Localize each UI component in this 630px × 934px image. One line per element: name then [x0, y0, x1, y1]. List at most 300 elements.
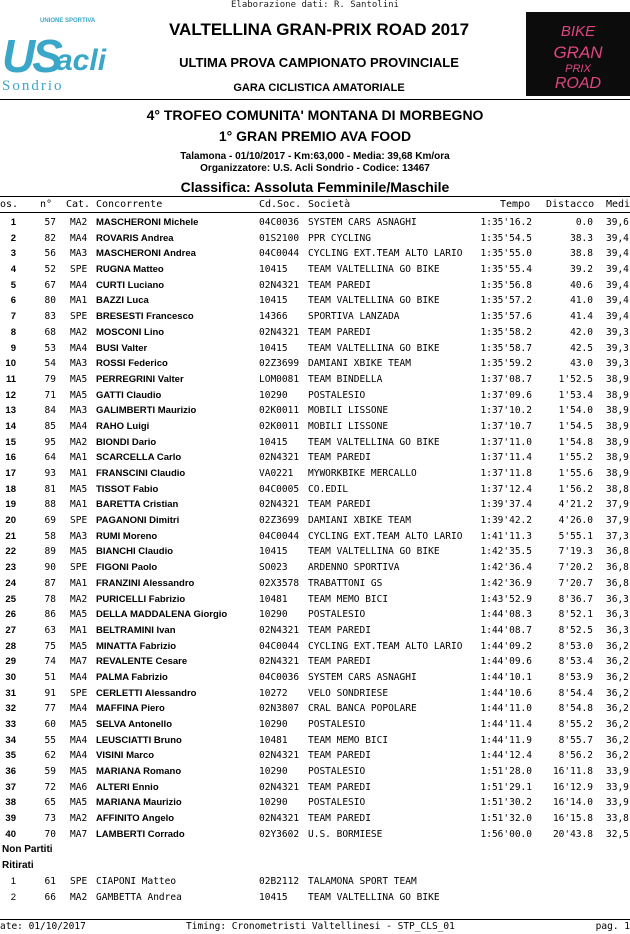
- cell-num: 81: [44, 483, 56, 495]
- cell-avg: 36,8: [606, 546, 629, 558]
- cell-cod: 10415: [259, 891, 288, 903]
- cell-pos: 5: [10, 279, 16, 291]
- cell-name: SELVA Antonello: [96, 719, 172, 730]
- cell-cat: SPE: [70, 875, 88, 887]
- table-row: [0, 670, 630, 686]
- table-row: [0, 701, 630, 717]
- elaborazione-note: Elaborazione dati: R. Santolini: [231, 0, 399, 10]
- col-num: n°: [40, 199, 53, 210]
- cell-cod: 10415: [259, 295, 288, 307]
- cell-pos: 26: [5, 609, 16, 621]
- event-info: Talamona - 01/10/2017 - Km:63,000 - Media: 39,68 Km/ora: [180, 151, 450, 162]
- cell-dist: 38.8: [570, 248, 593, 260]
- table-header: [0, 197, 630, 212]
- cell-cat: MA3: [70, 530, 88, 542]
- cell-avg: 39,4: [606, 295, 629, 307]
- cell-name: GAMBETTA Andrea: [96, 891, 182, 903]
- cell-time: 1:44'12.4: [480, 750, 532, 762]
- cell-time: 1:37'10.2: [480, 405, 532, 417]
- cell-time: 1:35'57.2: [480, 295, 532, 307]
- table-row: [0, 293, 630, 309]
- cell-soc: POSTALESIO: [308, 797, 366, 809]
- cell-pos: 3: [10, 248, 16, 260]
- cell-cod: 04C0044: [259, 530, 300, 542]
- cell-time: 1:35'58.7: [480, 342, 532, 354]
- cell-avg: 37,9: [606, 515, 629, 527]
- cell-cod: SO023: [259, 562, 288, 574]
- cell-soc: VELO SONDRIESE: [308, 687, 389, 699]
- footer-date: ate: 01/10/2017: [0, 921, 86, 932]
- cell-cod: 14366: [259, 311, 288, 323]
- cell-dist: 8'36.7: [558, 593, 593, 605]
- cell-cod: 10415: [259, 546, 288, 558]
- organizer-info: Organizzatore: U.S. Acli Sondrio - Codice: 13467: [200, 163, 430, 174]
- cell-cod: 02K0011: [259, 405, 300, 417]
- cell-num: 74: [44, 656, 56, 668]
- cell-num: 72: [44, 781, 56, 793]
- cell-time: 1:37'11.8: [480, 468, 532, 479]
- cell-pos: 13: [5, 405, 16, 417]
- table-row: [0, 623, 630, 639]
- cell-cat: SPE: [70, 311, 88, 323]
- cell-name: GATTI Claudio: [96, 389, 162, 401]
- cell-time: 1:44'08.3: [480, 609, 532, 621]
- cell-num: 78: [44, 593, 56, 605]
- cell-soc: TEAM BINDELLA: [308, 373, 383, 385]
- cell-soc: TEAM MEMO BICI: [308, 734, 389, 746]
- cell-dist: 8'53.0: [558, 640, 593, 652]
- cell-avg: 38,8: [606, 483, 629, 495]
- footer: [0, 921, 630, 934]
- cell-num: 51: [44, 671, 56, 683]
- cell-pos: 7: [10, 311, 16, 323]
- cell-cod: 02N4321: [259, 813, 300, 825]
- cell-cod: 02Y3602: [259, 828, 300, 840]
- cell-cod: 04C0005: [259, 483, 300, 495]
- cell-dist: 7'19.3: [558, 546, 593, 558]
- cell-num: 52: [44, 264, 56, 276]
- cell-pos: 18: [5, 483, 16, 495]
- cell-dist: 38.3: [570, 232, 593, 244]
- cell-num: 71: [44, 389, 56, 401]
- cell-dist: 16'15.8: [552, 813, 593, 825]
- cell-name: RAHO Luigi: [96, 420, 150, 432]
- cell-time: 1:35'57.6: [480, 311, 532, 323]
- svg-text:acli: acli: [56, 44, 107, 77]
- cell-name: CERLETTI Alessandro: [96, 687, 197, 699]
- cell-cod: 02N4321: [259, 656, 300, 668]
- cell-dist: 8'53.4: [558, 656, 593, 668]
- cell-soc: TRABATTONI GS: [308, 577, 383, 589]
- cell-name: MARIANA Maurizio: [96, 797, 182, 809]
- cell-name: TISSOT Fabio: [96, 483, 159, 495]
- cell-soc: SPORTIVA LANZADA: [308, 311, 400, 323]
- cell-num: 68: [44, 326, 56, 338]
- cell-dist: 8'55.2: [558, 719, 593, 730]
- cell-num: 80: [44, 295, 56, 307]
- cell-name: ALTERI Ennio: [96, 781, 159, 793]
- cell-num: 57: [44, 217, 56, 228]
- cell-num: 95: [44, 436, 56, 448]
- cell-name: VISINI Marco: [96, 750, 155, 762]
- cell-cod: VA0221: [259, 468, 294, 479]
- cell-pos: 15: [5, 436, 16, 448]
- cell-num: 84: [44, 405, 56, 417]
- cell-name: MASCHERONI Michele: [96, 217, 199, 228]
- cell-cod: 02N4321: [259, 452, 300, 464]
- cell-time: 1:37'11.4: [480, 452, 532, 464]
- cell-num: 64: [44, 452, 56, 464]
- cell-time: 1:35'59.2: [480, 358, 532, 370]
- cell-cat: MA5: [70, 483, 88, 495]
- cell-cod: 10290: [259, 766, 288, 778]
- cell-num: 77: [44, 703, 56, 715]
- cell-avg: 36,2: [606, 719, 629, 730]
- cell-name: MOSCONI Lino: [96, 326, 165, 338]
- cell-pos: 1: [10, 875, 16, 887]
- table-row: [0, 780, 630, 796]
- cell-soc: CYCLING EXT.TEAM ALTO LARIO: [308, 530, 463, 542]
- trophy-title: 4° TROFEO COMUNITA' MONTANA DI MORBEGNO: [146, 107, 484, 123]
- col-cat: Cat.: [66, 199, 91, 210]
- ritirati-label: Ritirati: [2, 860, 34, 872]
- cell-avg: 38,9: [606, 452, 629, 464]
- table-row: [0, 435, 630, 451]
- bike-gran-prix-road-logo: [526, 12, 630, 96]
- cell-dist: 40.6: [570, 279, 593, 291]
- cell-soc: TALAMONA SPORT TEAM: [308, 875, 417, 887]
- cell-avg: 38,9: [606, 373, 629, 385]
- cell-cat: SPE: [70, 264, 88, 276]
- cell-name: BARETTA Cristian: [96, 499, 179, 511]
- cell-pos: 29: [5, 656, 16, 668]
- cell-cat: SPE: [70, 562, 88, 574]
- cell-soc: TEAM VALTELLINA GO BIKE: [308, 546, 440, 558]
- cell-cod: 04C0044: [259, 640, 300, 652]
- cell-num: 86: [44, 609, 56, 621]
- cell-time: 1:41'11.3: [480, 530, 532, 542]
- cell-pos: 33: [5, 719, 16, 730]
- cell-cat: MA4: [70, 232, 88, 244]
- cell-name: MAFFINA Piero: [96, 703, 165, 715]
- cell-time: 1:35'55.0: [480, 248, 532, 260]
- cell-avg: 37,9: [606, 499, 629, 511]
- race-type: GARA CICLISTICA AMATORIALE: [233, 82, 405, 94]
- cell-soc: CRAL BANCA POPOLARE: [308, 703, 417, 715]
- cell-time: 1:44'10.6: [480, 687, 532, 699]
- table-row: [0, 388, 630, 404]
- cell-time: 1:51'32.0: [480, 813, 532, 825]
- cell-name: PURICELLI Fabrizio: [96, 593, 186, 605]
- cell-pos: 40: [5, 828, 16, 840]
- cell-name: DELLA MADDALENA Giorgio: [96, 609, 228, 621]
- cell-name: MINATTA Fabrizio: [96, 640, 177, 652]
- cell-cod: 02K0011: [259, 420, 300, 432]
- cell-dist: 8'54.8: [558, 703, 593, 715]
- cell-dist: 1'55.2: [558, 452, 593, 464]
- cell-num: 89: [44, 546, 56, 558]
- cell-pos: 6: [10, 295, 16, 307]
- cell-time: 1:56'00.0: [480, 828, 532, 840]
- cell-name: ROVARIS Andrea: [96, 232, 174, 244]
- cell-time: 1:51'28.0: [480, 766, 532, 778]
- cell-pos: 27: [5, 624, 16, 636]
- cell-soc: SYSTEM CARS ASNAGHI: [308, 217, 417, 228]
- table-row: [0, 309, 630, 325]
- cell-num: 63: [44, 624, 56, 636]
- cell-cat: MA6: [70, 781, 88, 793]
- cell-pos: 34: [5, 734, 16, 746]
- cell-avg: 36,2: [606, 640, 629, 652]
- cell-num: 56: [44, 248, 56, 260]
- cell-time: 1:44'09.2: [480, 640, 532, 652]
- cell-soc: POSTALESIO: [308, 609, 366, 621]
- cell-dist: 42.5: [570, 342, 593, 354]
- cell-time: 1:37'08.7: [480, 373, 532, 385]
- svg-text:US: US: [2, 30, 60, 82]
- cell-cat: MA4: [70, 279, 88, 291]
- cell-cod: 02N4321: [259, 624, 300, 636]
- table-row: [0, 403, 630, 419]
- table-row: [0, 592, 630, 608]
- cell-soc: TEAM PAREDI: [308, 326, 371, 338]
- cell-num: 82: [44, 232, 56, 244]
- table-row: [0, 325, 630, 341]
- cell-avg: 36,2: [606, 750, 629, 762]
- table-row: [0, 654, 630, 670]
- cell-cod: 10481: [259, 593, 288, 605]
- cell-avg: 38,9: [606, 389, 629, 401]
- cell-cat: MA5: [70, 640, 88, 652]
- cell-time: 1:35'54.5: [480, 232, 532, 244]
- cell-name: MASCHERONI Andrea: [96, 248, 196, 260]
- cell-time: 1:51'30.2: [480, 797, 532, 809]
- cell-dist: 1'54.8: [558, 436, 593, 448]
- cell-num: 58: [44, 530, 56, 542]
- table-header-divider: [0, 212, 630, 213]
- cell-soc: TEAM VALTELLINA GO BIKE: [308, 264, 440, 276]
- footer-page: pag. 1: [595, 921, 630, 932]
- cell-time: 1:44'08.7: [480, 624, 532, 636]
- cell-cat: MA4: [70, 750, 88, 762]
- cell-cod: 02N3807: [259, 703, 300, 715]
- cell-time: 1:37'12.4: [480, 483, 532, 495]
- cell-name: BUSI Valter: [96, 342, 148, 354]
- cell-avg: 39,4: [606, 264, 629, 276]
- cell-time: 1:35'56.8: [480, 279, 532, 291]
- cell-soc: POSTALESIO: [308, 389, 366, 401]
- svg-text:Sondrio: Sondrio: [2, 78, 64, 94]
- cell-soc: MOBILI LISSONE: [308, 420, 389, 432]
- cell-soc: TEAM VALTELLINA GO BIKE: [308, 891, 440, 903]
- cell-cat: MA5: [70, 389, 88, 401]
- cell-pos: 32: [5, 703, 16, 715]
- table-row: [0, 576, 630, 592]
- cell-cod: 04C0044: [259, 248, 300, 260]
- cell-num: 59: [44, 766, 56, 778]
- cell-cod: LOM0081: [259, 373, 300, 385]
- cell-dist: 8'54.4: [558, 687, 593, 699]
- cell-cod: 10481: [259, 734, 288, 746]
- svg-text:GRAN: GRAN: [553, 43, 603, 62]
- cell-soc: TEAM PAREDI: [308, 750, 371, 762]
- cell-avg: 39,6: [606, 217, 629, 228]
- header-divider: [0, 99, 630, 100]
- cell-cat: SPE: [70, 687, 88, 699]
- cell-time: 1:42'36.9: [480, 577, 532, 589]
- cell-name: FRANSCINI Claudio: [96, 468, 186, 479]
- cell-dist: 16'11.8: [552, 766, 593, 778]
- us-acli-logo: [0, 12, 112, 94]
- cell-num: 70: [44, 828, 56, 840]
- cell-name: BRESESTI Francesco: [96, 311, 194, 323]
- cell-num: 93: [44, 468, 56, 479]
- cell-dist: 43.0: [570, 358, 593, 370]
- cell-name: FIGONI Paolo: [96, 562, 158, 574]
- cell-name: BELTRAMINI Ivan: [96, 624, 176, 636]
- cell-avg: 33,8: [606, 813, 629, 825]
- cell-name: GALIMBERTI Maurizio: [96, 405, 197, 417]
- cell-num: 60: [44, 719, 56, 730]
- cell-cod: 10290: [259, 719, 288, 730]
- cell-soc: CYCLING EXT.TEAM ALTO LARIO: [308, 248, 463, 260]
- cell-avg: 39,4: [606, 311, 629, 323]
- cell-pos: 31: [5, 687, 16, 699]
- cell-dist: 1'53.4: [558, 389, 593, 401]
- cell-dist: 20'43.8: [552, 828, 593, 840]
- cell-cat: MA5: [70, 719, 88, 730]
- cell-pos: 14: [5, 420, 16, 432]
- cell-pos: 22: [5, 546, 16, 558]
- cell-dist: 7'20.2: [558, 562, 593, 574]
- col-time: Tempo: [500, 199, 531, 210]
- table-row: [0, 482, 630, 498]
- cell-num: 61: [44, 875, 56, 887]
- table-row: [0, 748, 630, 764]
- cell-pos: 9: [10, 342, 16, 354]
- cell-pos: 19: [5, 499, 16, 511]
- table-row: [0, 827, 630, 843]
- cell-num: 54: [44, 358, 56, 370]
- cell-avg: 33,9: [606, 797, 629, 809]
- cell-cod: 02N4321: [259, 781, 300, 793]
- cell-num: 69: [44, 515, 56, 527]
- cell-cod: 02N4321: [259, 499, 300, 511]
- cell-avg: 36,3: [606, 609, 629, 621]
- cell-avg: 39,4: [606, 248, 629, 260]
- table-row: [0, 513, 630, 529]
- cell-num: 87: [44, 577, 56, 589]
- cell-avg: 39,3: [606, 342, 629, 354]
- svg-text:BIKE: BIKE: [560, 23, 596, 40]
- cell-dist: 1'54.0: [558, 405, 593, 417]
- cell-num: 66: [44, 891, 56, 903]
- cell-avg: 33,9: [606, 781, 629, 793]
- cell-name: CURTI Luciano: [96, 279, 165, 291]
- table-row: [0, 372, 630, 388]
- cell-cod: 10290: [259, 797, 288, 809]
- table-row: [0, 278, 630, 294]
- cell-pos: 21: [5, 530, 16, 542]
- cell-name: BIONDI Dario: [96, 436, 157, 448]
- cell-soc: CYCLING EXT.TEAM ALTO LARIO: [308, 640, 463, 652]
- cell-cod: 02Z3699: [259, 358, 300, 370]
- cell-soc: DAMIANI XBIKE TEAM: [308, 358, 411, 370]
- cell-time: 1:44'11.0: [480, 703, 532, 715]
- cell-soc: TEAM VALTELLINA GO BIKE: [308, 436, 440, 448]
- cell-pos: 28: [5, 640, 16, 652]
- table-row: [0, 764, 630, 780]
- cell-name: LEUSCIATTI Bruno: [96, 734, 182, 746]
- cell-cat: MA7: [70, 828, 88, 840]
- table-row: [0, 246, 630, 262]
- col-cod: Cd.Soc.: [259, 199, 302, 210]
- cell-time: 1:44'11.4: [480, 719, 532, 730]
- cell-pos: 30: [5, 671, 16, 683]
- results-table: [0, 215, 630, 905]
- cell-dist: 7'20.7: [558, 577, 593, 589]
- cell-dist: 8'52.1: [558, 609, 593, 621]
- cell-dist: 1'56.2: [558, 483, 593, 495]
- footer-divider: [0, 919, 630, 920]
- cell-cat: MA7: [70, 656, 88, 668]
- cell-avg: 36,2: [606, 687, 629, 699]
- col-pos: os.: [0, 199, 19, 210]
- cell-cat: MA2: [70, 813, 88, 825]
- cell-avg: 38,9: [606, 436, 629, 448]
- cell-pos: 25: [5, 593, 16, 605]
- cell-avg: 38,9: [606, 405, 629, 417]
- cell-cat: MA2: [70, 326, 88, 338]
- cell-cod: 02N4321: [259, 750, 300, 762]
- cell-time: 1:42'36.4: [480, 562, 532, 574]
- table-row: [0, 733, 630, 749]
- cell-cat: MA2: [70, 593, 88, 605]
- cell-cat: MA2: [70, 436, 88, 448]
- cell-dist: 8'53.9: [558, 671, 593, 683]
- cell-pos: 2: [10, 891, 16, 903]
- table-row: [0, 341, 630, 357]
- footer-timing: Timing: Cronometristi Valtellinesi - STP_CLS_01: [186, 921, 455, 932]
- cell-name: PERREGRINI Valter: [96, 373, 184, 385]
- cell-cat: MA1: [70, 295, 88, 307]
- cell-cat: MA4: [70, 671, 88, 683]
- cell-num: 91: [44, 687, 56, 699]
- cell-cat: MA3: [70, 248, 88, 260]
- table-row: [0, 466, 630, 482]
- table-row: [0, 419, 630, 435]
- table-row: [0, 717, 630, 733]
- cell-pos: 12: [5, 389, 16, 401]
- cell-dist: 41.4: [570, 311, 593, 323]
- cell-soc: TEAM MEMO BICI: [308, 593, 389, 605]
- cell-pos: 8: [10, 326, 16, 338]
- cell-soc: POSTALESIO: [308, 766, 366, 778]
- cell-name: MARIANA Romano: [96, 766, 182, 778]
- cell-name: CIAPONI Matteo: [96, 875, 177, 887]
- cell-dist: 16'12.9: [552, 781, 593, 793]
- cell-pos: 20: [5, 515, 16, 527]
- cell-soc: PPR CYCLING: [308, 232, 371, 244]
- cell-pos: 2: [10, 232, 16, 244]
- svg-text:UNIONE SPORTIVA: UNIONE SPORTIVA: [40, 18, 96, 24]
- cell-cod: 10290: [259, 389, 288, 401]
- cell-pos: 35: [5, 750, 16, 762]
- cell-cod: 10415: [259, 436, 288, 448]
- svg-text:ROAD: ROAD: [554, 75, 602, 92]
- cell-time: 1:43'52.9: [480, 593, 532, 605]
- cell-cod: 10415: [259, 264, 288, 276]
